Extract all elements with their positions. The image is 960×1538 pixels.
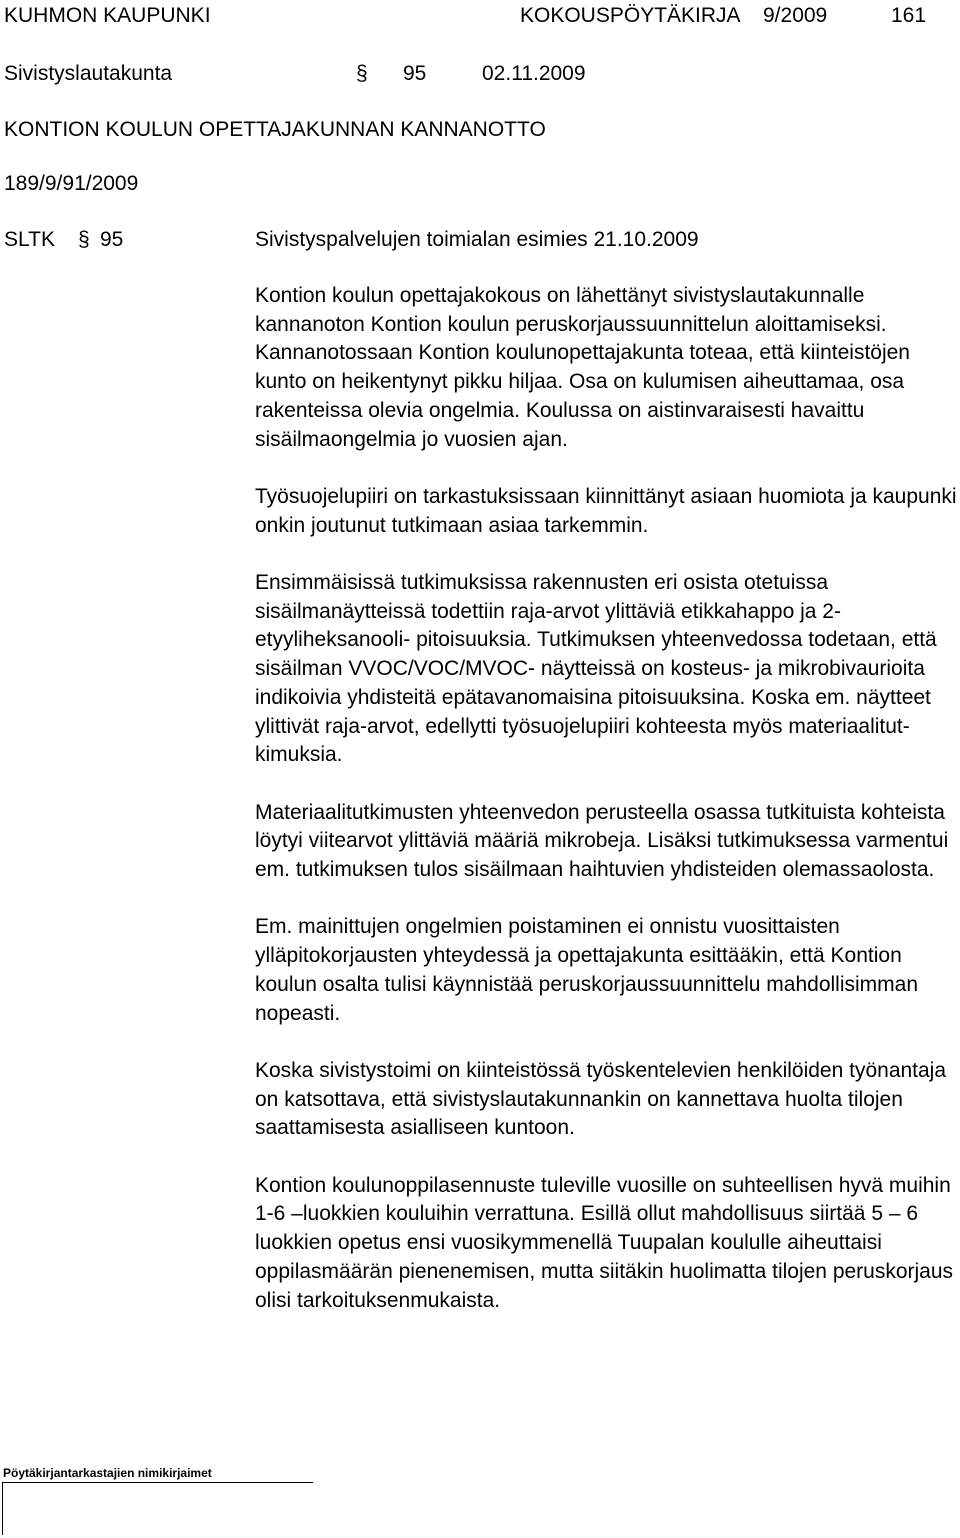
item-reference: 189/9/91/2009 <box>4 172 139 195</box>
presenter-line: Sivistyspalvelujen toimialan esimies 21.10.2009 <box>255 228 699 251</box>
item-section-mark-icon: § <box>78 228 90 251</box>
municipality-name: KUHMON KAUPUNKI <box>4 4 211 27</box>
paragraph: Kontion koulunoppilasennuste tuleville vuosille on suhteellisen hyvä muihin 1-6 –luokkien kouluihin verrattuna. Esillä ollut mahdollisuus siirtää 5 – 6 luokkien opetus ensi vuosikymmenellä Tuupalan koululle aiheuttaisi oppilasmäärän pienenemisen, mutta siitäkin huolimatta tilojen peruskorjaus olisi tarkoituksenmukaista. <box>255 1173 954 1312</box>
paragraph: Ensimmäisissä tutkimuksissa rakennusten eri osista otetuissa sisäilmanäytteissä todettiin raja-arvot ylittäviä etikkahappo ja 2-etyyliheksanooli- pitoisuuksia. Tutkimuksen yhteenvedossa todetaan, että sisäilman VVOC/VOC/MVOC- näytteissä on kosteus- ja mikrobivaurioita indikoivia yhdisteitä epätavanomaisina pitoisuuksina. Koska em. näytteet ylittivät raja-arvot, edellytti työsuojelupiiri kohteesta myös materiaalitut-kimuksia. <box>255 571 937 767</box>
item-title: KONTION KOULUN OPETTAJAKUNNAN KANNANOTTO <box>4 118 546 141</box>
signature-label: Pöytäkirjantarkastajien nimikirjaimet <box>3 1466 212 1480</box>
meeting-date: 02.11.2009 <box>482 62 586 85</box>
document-type: KOKOUSPÖYTÄKIRJA <box>520 4 741 27</box>
paragraph: Materiaalitutkimusten yhteenvedon perusteella osassa tutkituista kohteista löytyi viitearvot ylittäviä määriä mikrobeja. Lisäksi tutkimuksessa varmentui em. tutkimuksen tulos sisäilmaan haihtuvien yhdisteiden olemassaolosta. <box>255 800 949 882</box>
paragraph: Em. mainittujen ongelmien poistaminen ei onnistu vuosittaisten ylläpitokorjausten yhteydessä ja opettajakunta esittääkin, että Kontion koulun osalta tulisi käynnistää peruskorjaussuunnittelu mahdollisimman nopeasti. <box>255 915 919 1025</box>
item-section-number: 95 <box>100 228 124 251</box>
section-code: SLTK <box>4 228 55 251</box>
section-mark-icon: § <box>356 62 368 85</box>
document-body <box>255 282 957 1344</box>
issue-number: 9/2009 <box>763 4 828 27</box>
board-name: Sivistyslautakunta <box>4 62 173 85</box>
signature-box <box>2 1482 313 1535</box>
header-section-number: 95 <box>403 62 427 85</box>
paragraph: Koska sivistystoimi on kiinteistössä työskentelevien henkilöiden työnantaja on katsottava, että sivistyslautakunnankin on kannettava huolta tilojen saattamisesta asialliseen kuntoon. <box>255 1058 947 1140</box>
page-number: 161 <box>891 4 927 27</box>
paragraph: Kontion koulun opettajakokous on lähettänyt sivistyslautakunnalle kannanoton Kontion koulun peruskorjaussuunnittelun aloittamiseksi. Kannanotossaan Kontion koulunopettajakunta toteaa, että kiinteistöjen kunto on heikentynyt pikku hiljaa. Osa on kulumisen aiheuttamaa, osa rakenteissa olevia ongelmia. Koulussa on aistinvaraisesti havaittu sisäilmaongelmia jo vuosien ajan. <box>255 284 910 451</box>
paragraph: Työsuojelupiiri on tarkastuksissaan kiinnittänyt asiaan huomiota ja kaupunki onkin joutunut tutkimaan asiaa tarkemmin. <box>255 484 957 537</box>
